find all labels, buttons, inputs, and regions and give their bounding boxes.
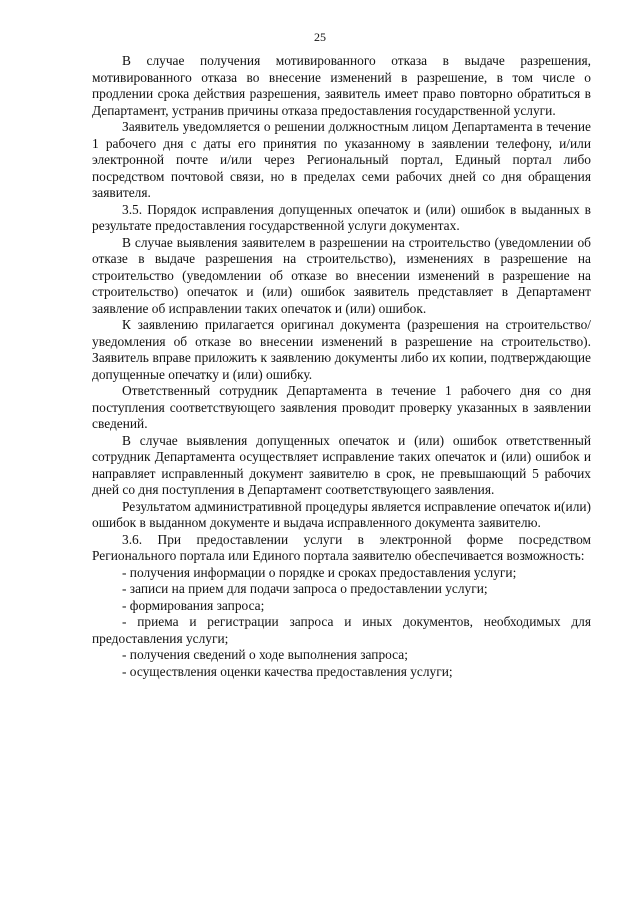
paragraph-section-3-5: 3.5. Порядок исправления допущенных опечаток и (или) ошибок в выданных в результате предоставления государственной услуги документах. (92, 201, 591, 233)
list-item: - осуществления оценки качества предоставления услуги; (122, 663, 453, 679)
paragraph-correction: В случае выявления допущенных опечаток и (или) ошибок ответственный сотрудник Департамента осуществляет исправление таких опечаток и (или) ошибок и направляет исправленный документ заявителю в срок, не превышающий 5 рабочих дней со дня поступления в Департамент соответствующего заявления. (92, 432, 591, 497)
list-item: - формирования запроса; (122, 597, 265, 613)
document-body (92, 53, 591, 680)
paragraph-error-detection: В случае выявления заявителем в разрешении на строительство (уведомлении об отказе в выдаче разрешения на строительство), изменениях в разрешение на строительство (уведомлении об отказе во внесении изменений в разрешение на строительство) опечаток и (или) ошибок заявитель представляет в Департамент заявление об исправлении таких опечаток и (или) ошибок. (92, 234, 591, 316)
paragraph-verification: Ответственный сотрудник Департамента в течение 1 рабочего дня со дня поступления соответствующего заявления проводит проверку указанных в заявлении сведений. (92, 383, 591, 431)
paragraph-refusal-reapply: В случае получения мотивированного отказа в выдаче разрешения, мотивированного отказа во внесение изменений в разрешение, в том числе о продлении срока действия разрешения, заявитель имеет право повторно обратиться в Департамент, устранив причины отказа предоставления государственной услуги. (92, 53, 591, 118)
paragraph-applicant-notification: Заявитель уведомляется о решении должностным лицом Департамента в течение 1 рабочего дня с даты его принятия по указанному в заявлении телефону, и/или электронной почте и/или через Региональный портал, Единый портал либо посредством почтовой связи, но в пределах семи рабочих дней со дня обращения заявителя. (92, 119, 591, 200)
page-number: 25 (314, 30, 326, 44)
paragraph-result: Результатом административной процедуры является исправление опечаток и(или) ошибок в выданном документе и выдача исправленного документа заявителю. (92, 498, 591, 530)
paragraph-attachments: К заявлению прилагается оригинал документа (разрешения на строительство/ уведомления об отказе во внесении изменений в разрешение на строительство). Заявитель вправе приложить к заявлению документы либо их копии, подтверждающие допущенные опечатку и (или) ошибку. (92, 317, 591, 382)
list-item: - получения сведений о ходе выполнения запроса; (122, 647, 408, 662)
list-item: - приема и регистрации запроса и иных документов, необходимых для предоставления услуги; (92, 614, 591, 646)
list-item: - получения информации о порядке и сроках предоставления услуги; (122, 564, 517, 580)
paragraph-section-3-6: 3.6. При предоставлении услуги в электронной форме посредством Регионального портала или Единого портала заявителю обеспечивается возможность: (92, 531, 591, 563)
list-item: - записи на прием для подачи запроса о предоставлении услуги; (122, 581, 488, 596)
